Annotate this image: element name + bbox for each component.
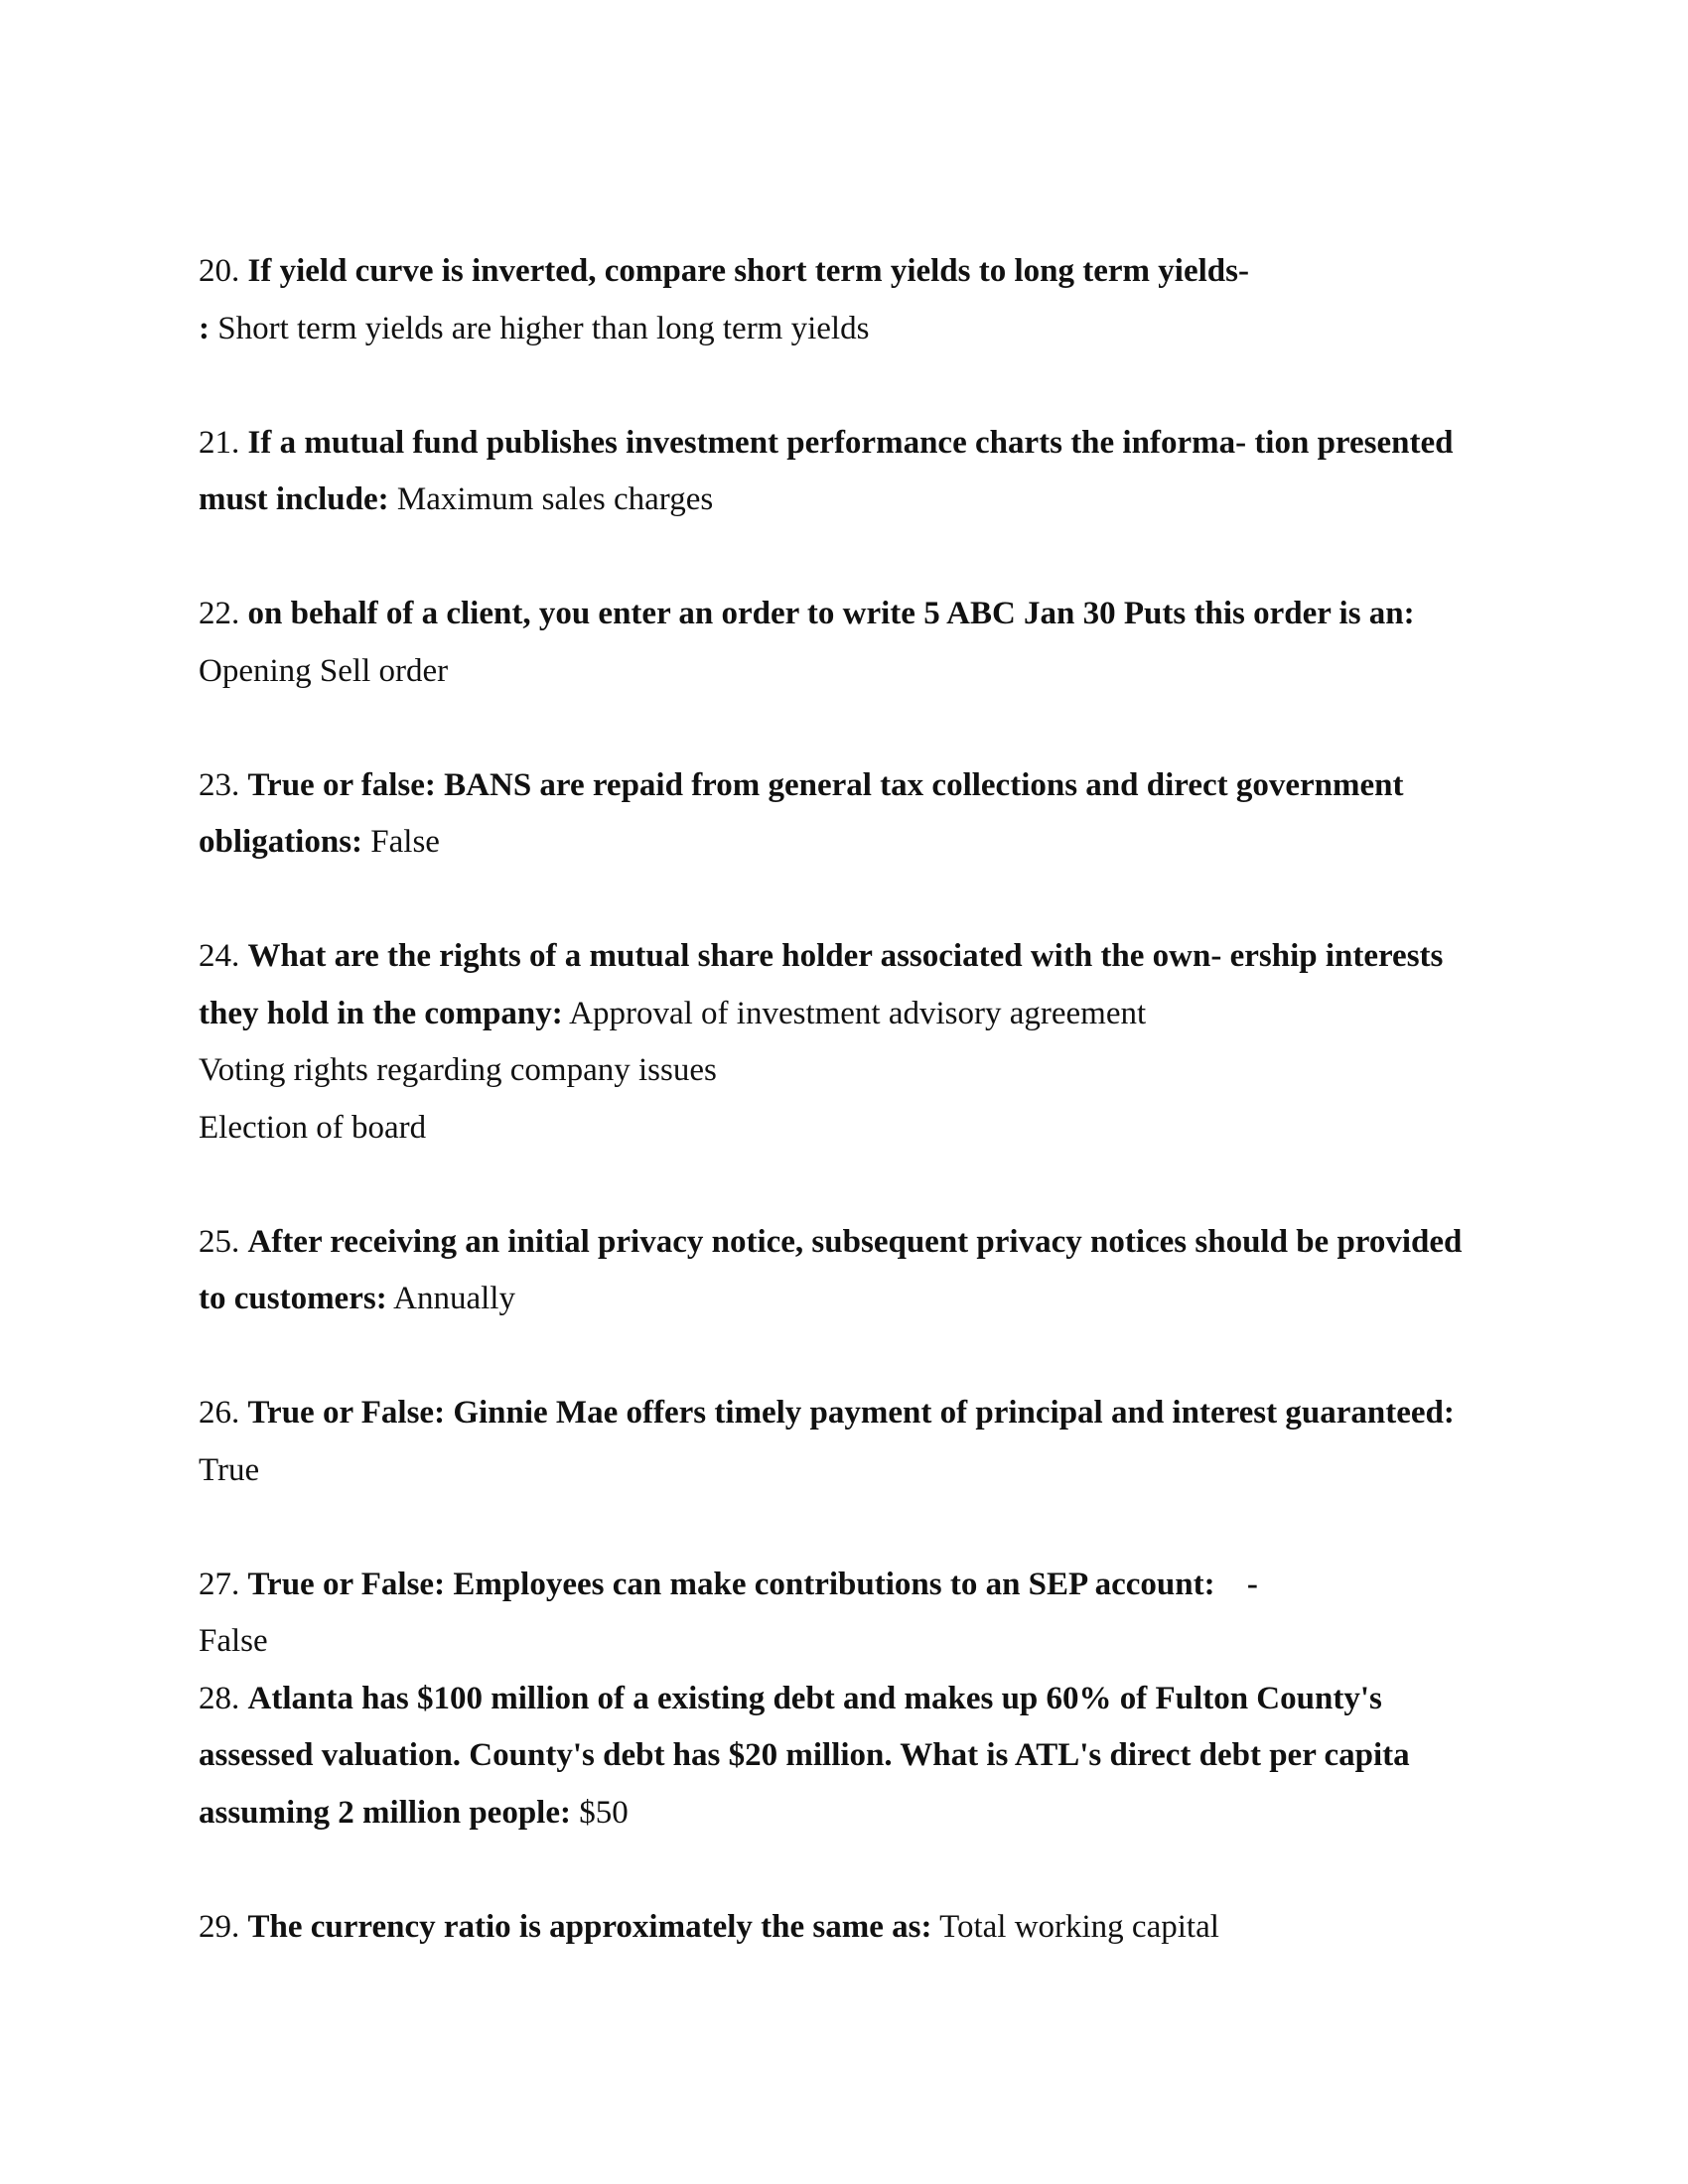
answer-text: Election of board xyxy=(199,1109,427,1146)
answer-text: False xyxy=(199,1623,268,1659)
qa-item-25 xyxy=(199,1214,1489,1328)
answer-text: $50 xyxy=(579,1794,629,1831)
question-text-cont: they hold in the company: xyxy=(199,995,563,1031)
qa-item-22 xyxy=(199,586,1489,700)
question-suffix: - xyxy=(1246,1566,1258,1602)
question-text: True or false: BANS are repaid from general tax collections and direct government xyxy=(247,766,1404,803)
qa-item-20 xyxy=(199,243,1489,357)
qa-item-28 xyxy=(199,1671,1489,1843)
question-text-cont: assuming 2 million people: xyxy=(199,1794,571,1831)
qa-item-21 xyxy=(199,415,1489,529)
answer-text: Total working capital xyxy=(939,1908,1219,1945)
question-text: The currency ratio is approximately the same as: xyxy=(247,1908,932,1945)
qa-list xyxy=(199,243,1489,1956)
item-number: 26. xyxy=(199,1395,240,1431)
item-number: 20. xyxy=(199,253,240,289)
answer-text: False xyxy=(370,824,440,860)
item-number: 29. xyxy=(199,1908,240,1945)
item-number: 24. xyxy=(199,938,240,974)
question-text: What are the rights of a mutual share holder associated with the own- ership interests xyxy=(247,938,1444,974)
question-text: If yield curve is inverted, compare short term yields to long term yields- xyxy=(247,253,1249,289)
question-text-cont: assessed valuation. County's debt has $20 million. What is ATL's direct debt per capita xyxy=(199,1737,1410,1773)
question-text-cont: must include: xyxy=(199,481,389,517)
question-text-cont: to customers: xyxy=(199,1281,387,1316)
item-number: 23. xyxy=(199,766,240,803)
answer-text: Approval of investment advisory agreement xyxy=(569,995,1147,1031)
qa-item-24 xyxy=(199,928,1489,1157)
qa-item-29 xyxy=(199,1899,1489,1957)
item-number: 27. xyxy=(199,1566,240,1602)
item-number: 22. xyxy=(199,596,240,631)
answer-text: Short term yields are higher than long term yields xyxy=(217,310,870,346)
item-number: 28. xyxy=(199,1680,240,1716)
item-number: 21. xyxy=(199,424,240,461)
question-text: After receiving an initial privacy notice, subsequent privacy notices should be provided xyxy=(247,1223,1463,1260)
qa-item-26 xyxy=(199,1385,1489,1499)
qa-item-27 xyxy=(199,1557,1489,1671)
answer-text: Annually xyxy=(393,1281,515,1316)
answer-text: Maximum sales charges xyxy=(396,481,714,517)
question-text: on behalf of a client, you enter an order to write 5 ABC Jan 30 Puts this order is an: xyxy=(247,596,1415,631)
question-text: True or False: Ginnie Mae offers timely payment of principal and interest guaranteed: xyxy=(247,1395,1455,1431)
question-text: True or False: Employees can make contributions to an SEP account: xyxy=(247,1566,1215,1602)
question-text: Atlanta has $100 million of a existing debt and makes up 60% of Fulton County's xyxy=(247,1680,1382,1716)
answer-text: True xyxy=(199,1451,260,1488)
item-number: 25. xyxy=(199,1223,240,1260)
qa-item-23 xyxy=(199,757,1489,872)
question-text-cont: obligations: xyxy=(199,824,363,860)
answer-prefix: : xyxy=(199,310,210,346)
answer-text: Voting rights regarding company issues xyxy=(199,1052,717,1088)
answer-text: Opening Sell order xyxy=(199,652,449,689)
question-text: If a mutual fund publishes investment performance charts the informa- tion presented xyxy=(247,424,1454,461)
